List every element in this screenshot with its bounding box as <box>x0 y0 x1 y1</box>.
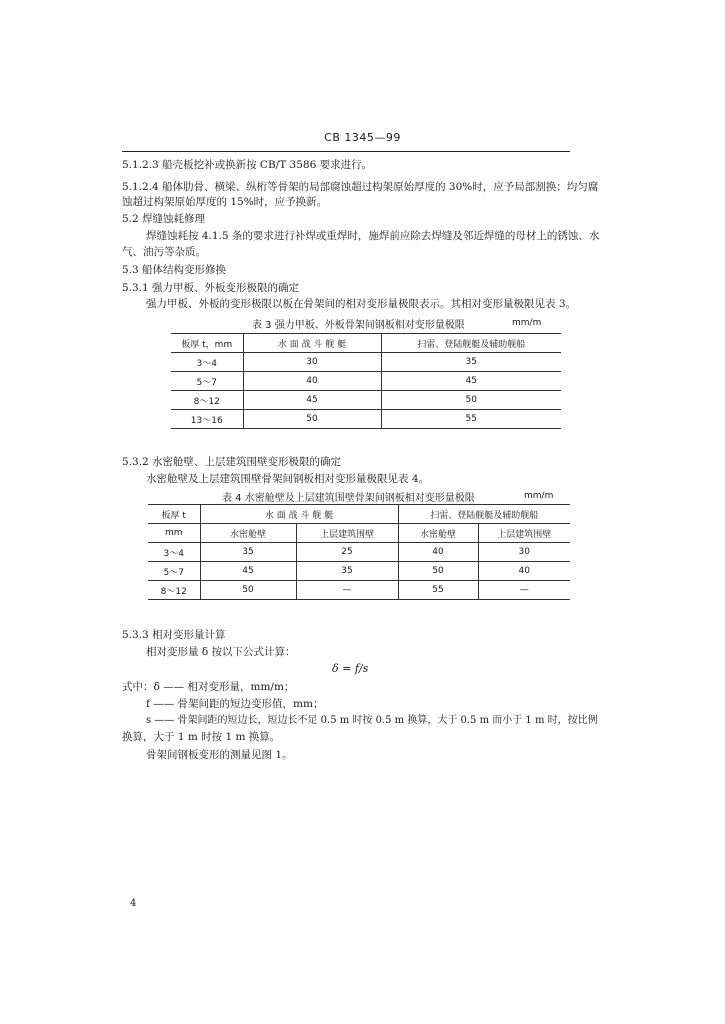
table4-thickness-header <box>148 505 200 524</box>
formula: δ = f/s <box>332 662 369 675</box>
table-cell: 13～16 <box>171 410 243 429</box>
table-cell: 50 <box>381 391 561 410</box>
table3-header-row <box>171 334 561 353</box>
section-5-2-line1: 焊缝蚀耗按 4.1.5 条的要求进行补焊或重焊时，施焊前应除去焊缝及邻近焊缝的母材上的锈蚀、水 <box>146 230 600 242</box>
where-delta: 式中：δ —— 相对变形量，mm/m； <box>122 681 295 693</box>
table4-header-row <box>148 505 570 524</box>
table3-header-cell: 板厚 t，mm <box>171 334 243 353</box>
table4-subheader-cell: 水密舱壁 <box>398 524 478 543</box>
table-cell: 45 <box>243 391 381 410</box>
table-cell: 45 <box>381 372 561 391</box>
clause-5-3-2-title: 5.3.2 水密舱壁、上层建筑围壁变形极限的确定 <box>122 456 342 468</box>
table-row <box>171 353 561 372</box>
table-cell: 30 <box>478 543 570 562</box>
table-row <box>148 562 570 581</box>
table-cell: 35 <box>200 543 296 562</box>
table3-unit: mm/m <box>512 318 542 328</box>
table-cell: 40 <box>243 372 381 391</box>
table4-subheader-cell: 水密舱壁 <box>200 524 296 543</box>
table4-caption: 表 4 水密舱壁及上层建筑围壁骨架间钢板相对变形量极限 <box>222 493 475 504</box>
clause-5-3-3-title: 5.3.3 相对变形量计算 <box>122 629 226 641</box>
figure-reference: 骨架间钢板变形的测量见图 1。 <box>146 749 293 761</box>
table4-unit: mm/m <box>524 491 554 501</box>
clause-5-3-2-body: 水密舱壁及上层建筑围壁骨架间钢板相对变形量极限见表 4。 <box>146 473 430 485</box>
table-cell: 55 <box>381 410 561 429</box>
table4-group-header: 水 面 战 斗 舰 艇 <box>200 505 398 524</box>
table-cell: 35 <box>296 562 398 581</box>
table3-caption: 表 3 强力甲板、外板骨架间钢板相对变形量极限 <box>252 320 465 331</box>
table-cell: 30 <box>243 353 381 372</box>
header-rule <box>122 151 570 152</box>
table-cell: 5～7 <box>148 562 200 581</box>
table-cell: 8～12 <box>148 581 200 600</box>
table4-thickness-label: 板厚 t <box>161 510 186 521</box>
table-row <box>171 410 561 429</box>
table-cell: 3～4 <box>171 353 243 372</box>
clause-5-1-2-4-line1: 5.1.2.4 船体肋骨、横梁、纵桁等骨架的局部腐蚀超过构架原始厚度的 30%时，应予局部割换；均匀腐 <box>122 181 599 193</box>
table4-subheader-cell: 上层建筑围壁 <box>296 524 398 543</box>
table-row <box>148 543 570 562</box>
table3-header-cell: 水 面 战 斗 舰 艇 <box>243 334 381 353</box>
table-cell: 40 <box>398 543 478 562</box>
where-s-line1: s —— 骨架间距的短边长，短边长不足 0.5 m 时按 0.5 m 换算，大于 0.5 m 而小于 1 m 时，按比例 <box>146 715 598 726</box>
table-cell: 55 <box>398 581 478 600</box>
section-5-2-line2: 气、油污等杂质。 <box>122 246 206 258</box>
table-cell: 25 <box>296 543 398 562</box>
table-cell: 3～4 <box>148 543 200 562</box>
table-cell: — <box>296 581 398 600</box>
table4-group-header: 扫雷、登陆舰艇及辅助舰船 <box>398 505 570 524</box>
clause-5-1-2-3: 5.1.2.3 船壳板挖补或换新按 CB/T 3586 要求进行。 <box>122 159 373 171</box>
table-cell: — <box>478 581 570 600</box>
page-number: 4 <box>130 898 137 909</box>
table3 <box>171 333 561 429</box>
table3-header-cell: 扫雷、登陆舰艇及辅助舰船 <box>381 334 561 353</box>
table-cell: 35 <box>381 353 561 372</box>
section-5-2-title: 5.2 焊缝蚀耗修理 <box>122 213 206 225</box>
clause-5-3-3-body: 相对变形量 δ 按以下公式计算： <box>146 646 296 658</box>
where-s-line2: 换算，大于 1 m 时按 1 m 换算。 <box>122 731 281 743</box>
section-5-3-title: 5.3 船体结构变形修换 <box>122 264 227 276</box>
table4-thickness-unit: mm <box>148 524 200 543</box>
table-row <box>148 581 570 600</box>
table-cell: 50 <box>243 410 381 429</box>
table-cell: 50 <box>398 562 478 581</box>
table-cell: 45 <box>200 562 296 581</box>
document-header: CB 1345—99 <box>324 131 401 144</box>
table-cell: 5～7 <box>171 372 243 391</box>
clause-5-1-2-4-line2: 蚀超过构架原始厚度的 15%时，应予换新。 <box>122 196 328 208</box>
table4-subheader-row <box>148 524 570 543</box>
clause-5-3-1-title: 5.3.1 强力甲板、外板变形极限的确定 <box>122 282 300 294</box>
table-cell: 8～12 <box>171 391 243 410</box>
clause-5-3-1-body: 强力甲板、外板的变形极限以板在骨架间的相对变形量极限表示。其相对变形量极限见表 3。 <box>146 298 577 310</box>
table4-subheader-cell: 上层建筑围壁 <box>478 524 570 543</box>
table-cell: 40 <box>478 562 570 581</box>
table-row <box>171 372 561 391</box>
table-row <box>171 391 561 410</box>
table-cell: 50 <box>200 581 296 600</box>
where-f: f —— 骨架间距的短边变形值，mm； <box>146 698 324 710</box>
table4 <box>148 504 570 600</box>
